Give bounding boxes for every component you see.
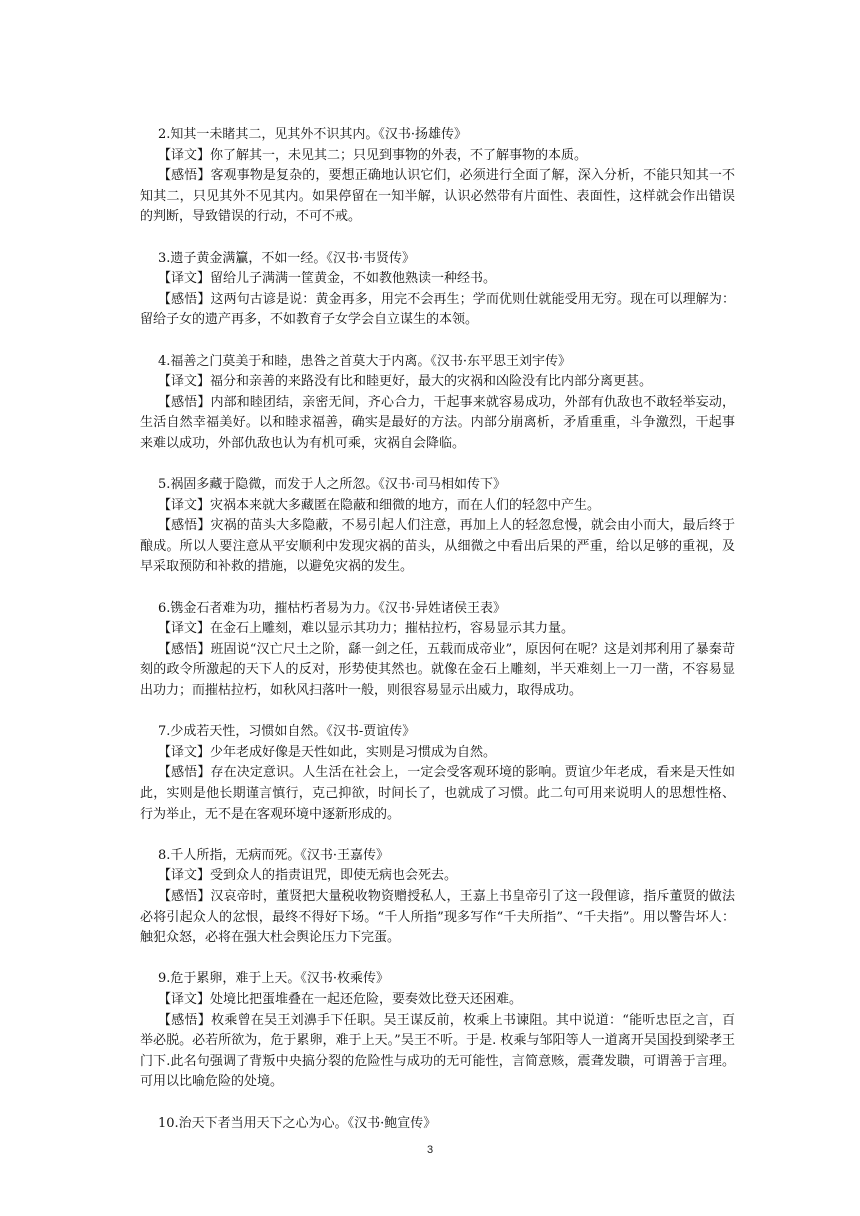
- translation-tag: 【译文】: [158, 744, 211, 760]
- insight-tag: 【感悟】: [158, 394, 211, 410]
- entry-6: [140, 599, 735, 702]
- insight-text: 枚乘曾在吴王刘濞手下任职。吴王谋反前，枚乘上书谏阻。其中说道：“能听忠臣之言，百举必脱。必若所欲为，危于累卵，难于上天。”吴王不听。于是. 枚乘与邹阳等人一道离开吴国投到梁孝王门下.此名句强调了背叛中央搞分裂的危险性与成功的无可能性，言简意赅，震聋发聩，可谓善于言理。可用以比喻危险的处境。: [140, 1012, 735, 1090]
- entry-7: [140, 722, 735, 825]
- entry-title: 6.镌金石者难为功，摧枯朽者易为力。《汉书·异姓诸侯王表》: [158, 600, 507, 616]
- insight-tag: 【感悟】: [158, 168, 211, 184]
- insight-tag: 【感悟】: [158, 1012, 212, 1028]
- translation-paragraph: [140, 496, 735, 517]
- insight-paragraph: [140, 640, 735, 702]
- entry-title: 2.知其一未睹其二，见其外不识其内。《汉书·扬雄传》: [158, 127, 468, 142]
- insight-text: 班固说“汉亡尺土之阶，繇一剑之任，五载而成帝业”，原因何在呢？这是刘邦利用了暴秦苛刻的政令所激起的天下人的反对，形势使其然也。就像在金石上雕刻，半天难刻上一刀一凿，不容易显出功力；而摧枯拉朽，如秋风扫落叶一般，则很容易显示出威力，取得成功。: [140, 641, 735, 699]
- insight-text: 内部和睦团结，亲密无间，齐心合力，干起事来就容易成功，外部有仇敌也不敢轻举妄动，生活自然幸福美好。以和睦求福善，确实是最好的方法。内部分崩离析，矛盾重重，斗争激烈，干起事来难以成功，外部仇敌也认为有机可乘，灾祸自会降临。: [140, 394, 735, 451]
- insight-text: 汉哀帝时，董贤把大量税收物资赠授私人，王嘉上书皇帝引了这一段俚谚，指斥董贤的做法必将引起众人的忿恨，最终不得好下场。“千人所指”现多写作“千夫所指”、“千夫指”。用以警告坏人：触犯众怒，必将在强大杜会舆论压力下完蛋。: [140, 888, 735, 946]
- entry-title: 8.千人所指，无病而死。《汉书·王嘉传》: [158, 847, 390, 863]
- translation-tag: 【译文】: [158, 271, 211, 287]
- insight-tag: 【感悟】: [158, 641, 211, 657]
- entry-title: 10.治天下者当用天下之心为心。《汉书·鲍宣传》: [158, 1115, 437, 1131]
- entry-4: [140, 352, 735, 455]
- translation-paragraph: [140, 743, 735, 764]
- insight-paragraph: [140, 393, 735, 455]
- translation-tag: 【译文】: [158, 147, 211, 163]
- insight-tag: 【感悟】: [158, 291, 211, 307]
- insight-text: 这两句古谚是说：黄金再多，用完不会再生；学而优则仕就能受用无穷。现在可以理解为：留给子女的遗产再多，不如教育子女学会自立谋生的本领。: [140, 291, 735, 328]
- entry-8: [140, 846, 735, 949]
- translation-text: 少年老成好像是天性如此，实则是习惯成为自然。: [210, 744, 497, 760]
- translation-paragraph: [140, 990, 735, 1011]
- insight-paragraph: [140, 1011, 735, 1093]
- page-number: 3: [426, 1144, 434, 1156]
- translation-tag: 【译文】: [158, 868, 211, 884]
- entry-10: [140, 1114, 735, 1135]
- document-body: [140, 125, 735, 1155]
- translation-text: 你了解其一，未见其二；只见到事物的外表，不了解事物的本质。: [210, 147, 588, 163]
- entry-2: [140, 125, 735, 228]
- entry-9: [140, 969, 735, 1093]
- insight-tag: 【感悟】: [158, 765, 211, 781]
- insight-tag: 【感悟】: [158, 518, 211, 534]
- insight-text: 存在决定意识。人生活在社会上，一定会受客观环境的影响。贾谊少年老成，看来是天性如此，实则是他长期谨言慎行，克己抑欲，时间长了，也就成了习惯。此二句可用来说明人的思想性格、行为举止，无不是在客观环境中逐新形成的。: [140, 765, 735, 822]
- translation-text: 留给儿子满满一筐黄金，不如教他熟读一种经书。: [210, 271, 497, 287]
- insight-paragraph: [140, 290, 735, 331]
- translation-paragraph: [140, 619, 735, 640]
- entry-title: 3.遗子黄金满籯，不如一经。《汉书·韦贤传》: [158, 250, 416, 266]
- translation-text: 在金石上雕刻，难以显示其功力；摧枯拉朽，容易显示其力量。: [210, 621, 575, 637]
- translation-tag: 【译文】: [158, 374, 211, 390]
- translation-paragraph: [140, 269, 735, 290]
- translation-tag: 【译文】: [158, 991, 211, 1007]
- translation-tag: 【译文】: [158, 497, 211, 513]
- entry-title: 5.祸固多藏于隐微，而发于人之所忽。《汉书·司马相如传下》: [158, 477, 507, 493]
- translation-text: 灾祸本来就大多藏匿在隐蔽和细微的地方，而在人们的轻忽中产生。: [210, 497, 601, 513]
- translation-text: 受到众人的指责诅咒，即使无病也会死去。: [210, 868, 458, 884]
- insight-tag: 【感悟】: [158, 888, 211, 904]
- insight-paragraph: [140, 763, 735, 825]
- insight-paragraph: [140, 516, 735, 578]
- translation-text: 福分和亲善的来路没有比和睦更好，最大的灾祸和凶险没有比内部分离更甚。: [210, 374, 653, 390]
- entry-5: [140, 475, 735, 578]
- insight-paragraph: [140, 166, 735, 228]
- translation-paragraph: [140, 146, 735, 167]
- insight-text: 客观事物是复杂的，要想正确地认识它们，必须进行全面了解，深入分析，不能只知其一不知其二，只见其外不见其内。如果停留在一知半解，认识必然带有片面性、表面性，这样就会作出错误的判断，导致错误的行动，不可不戒。: [140, 168, 735, 225]
- entry-3: [140, 249, 735, 331]
- insight-paragraph: [140, 887, 735, 949]
- translation-tag: 【译文】: [158, 621, 211, 637]
- translation-text: 处境比把蛋堆叠在一起还危险，要奏效比登天还困难。: [210, 991, 523, 1007]
- translation-paragraph: [140, 866, 735, 887]
- entry-title: 4.福善之门莫美于和睦，患咎之首莫大于内离。《汉书·东平思王刘宇传》: [158, 353, 572, 369]
- translation-paragraph: [140, 372, 735, 393]
- entry-title: 7.少成若天性，习惯如自然。《汉书-贾谊传》: [158, 724, 416, 740]
- entry-title: 9.危于累卵，难于上天。《汉书·枚乘传》: [158, 971, 390, 987]
- insight-text: 灾祸的苗头大多隐蔽，不易引起人们注意，再加上人的轻忽怠慢，就会由小而大，最后终于酿成。所以人要注意从平安顺利中发现灾祸的苗头，从细微之中看出后果的严重，给以足够的重视，及早采取预防和补救的措施，以避免灾祸的发生。: [140, 518, 735, 575]
